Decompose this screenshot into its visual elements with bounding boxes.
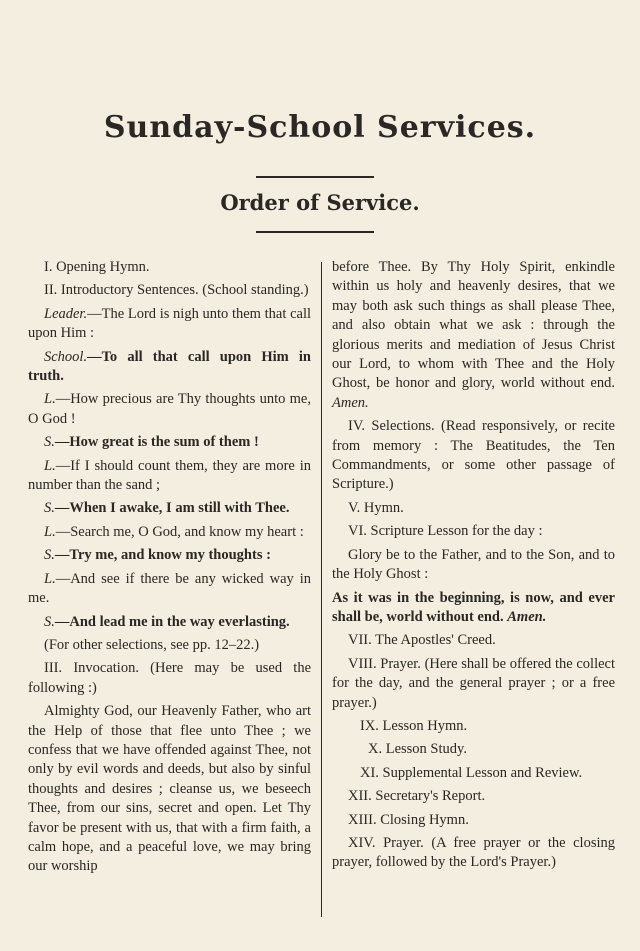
prayer-text: before Thee. By Thy Holy Spirit, enkindle within us holy and heavenly desires, that we may both ask such things as shall please Thee, and also obtain what we ask : through the glorious merits and mediation of Jesus Christ our Lord, to whom with Thee and the Holy Ghost, be honor and glory, world without end. xyxy=(332,259,615,392)
right-column xyxy=(332,258,615,877)
item-lesson-study: X. Lesson Study. xyxy=(368,741,467,758)
title-rule xyxy=(256,176,374,178)
invocation-prayer: Almighty God, our Heavenly Father, who art the Help of those that flee unto Thee ; we confess that we have offended against Thee, not only by evil words and deeds, but also by sinful thoughts and desires ; cleanse us, we beseech Thee, from our sins, secret and open. Let Thy favor be present with us, that with a firm faith, a calm hope, and a peaceful love, we may bring our worship xyxy=(28,703,311,875)
item-selections: IV. Selections. (Read responsively, or recite from memory : The Beatitudes, the Ten Commandments, or some other passage of Scripture.) xyxy=(332,418,615,493)
line-text: —And lead me in the way everlasting. xyxy=(54,613,290,630)
speaker-label: S. xyxy=(44,434,55,451)
page-title: Sunday-School Services. xyxy=(103,110,537,145)
responsive-line xyxy=(28,546,311,565)
speaker-label: S. xyxy=(44,613,55,630)
amen-text: Amen. xyxy=(332,394,369,411)
selections-note: (For other selections, see pp. 12–22.) xyxy=(44,636,260,653)
speaker-label: L. xyxy=(44,457,56,474)
section-subtitle: Order of Service. xyxy=(220,190,420,215)
item-invocation: III. Invocation. (Here may be used the following :) xyxy=(28,660,311,696)
speaker-label: S. xyxy=(44,500,55,517)
speaker-label: L. xyxy=(44,523,56,540)
responsive-line xyxy=(28,390,311,429)
responsive-line xyxy=(28,613,311,632)
item-secretarys-report: XII. Secretary's Report. xyxy=(348,788,486,805)
responsive-line xyxy=(28,305,311,344)
line-text: —Try me, and know my thoughts : xyxy=(54,547,271,564)
item-supplemental-lesson: XI. Supplemental Lesson and Review. xyxy=(360,764,583,781)
responsive-line xyxy=(28,523,311,542)
speaker-label: L. xyxy=(44,570,56,587)
speaker-label: S. xyxy=(44,547,55,564)
item-hymn: V. Hymn. xyxy=(348,499,404,516)
speaker-label: L. xyxy=(44,391,56,408)
line-text: —Search me, O God, and know my heart : xyxy=(55,523,304,540)
amen-text: Amen. xyxy=(507,608,547,625)
line-text: —If I should count them, they are more in number than the sand ; xyxy=(28,457,311,494)
speaker-label: Leader. xyxy=(44,305,88,322)
line-text: —How great is the sum of them ! xyxy=(54,434,259,451)
left-column xyxy=(28,258,311,881)
item-closing-hymn: XIII. Closing Hymn. xyxy=(348,811,469,828)
gloria-patri-line: Glory be to the Father, and to the Son, and to the Holy Ghost : xyxy=(332,546,615,583)
item-apostles-creed: VII. The Apostles' Creed. xyxy=(348,632,496,649)
item-closing-prayer: XIV. Prayer. (A free prayer or the closing prayer, followed by the Lord's Prayer.) xyxy=(332,834,615,871)
line-text: —And see if there be any wicked way in me. xyxy=(28,570,311,607)
item-prayer: VIII. Prayer. (Here shall be offered the collect for the day, and the general prayer ; or a free prayer.) xyxy=(332,655,615,711)
responsive-line xyxy=(28,348,311,387)
line-text: —When I awake, I am still with Thee. xyxy=(54,500,290,517)
speaker-label: School. xyxy=(44,348,88,365)
responsive-line xyxy=(28,433,311,452)
gloria-patri-response xyxy=(332,589,615,628)
responsive-line xyxy=(28,457,311,496)
line-text: —How precious are Thy thoughts unto me, O God ! xyxy=(28,391,311,427)
item-introductory-sentences: II. Introductory Sentences. (School standing.) xyxy=(44,282,309,299)
line-text: —The Lord is nigh unto them that call upon Him : xyxy=(28,305,311,342)
column-divider xyxy=(321,262,322,917)
item-opening-hymn: I. Opening Hymn. xyxy=(44,259,150,275)
invocation-prayer-continued xyxy=(332,258,615,413)
response-text: As it was in the beginning, is now, and ever shall be, world without end. xyxy=(332,589,615,625)
subtitle-rule xyxy=(256,231,374,233)
responsive-line xyxy=(28,499,311,518)
item-scripture-lesson: VI. Scripture Lesson for the day : xyxy=(348,523,543,540)
line-text: —To all that call upon Him in truth. xyxy=(28,348,311,385)
responsive-line xyxy=(28,570,311,609)
item-lesson-hymn: IX. Lesson Hymn. xyxy=(360,717,468,734)
